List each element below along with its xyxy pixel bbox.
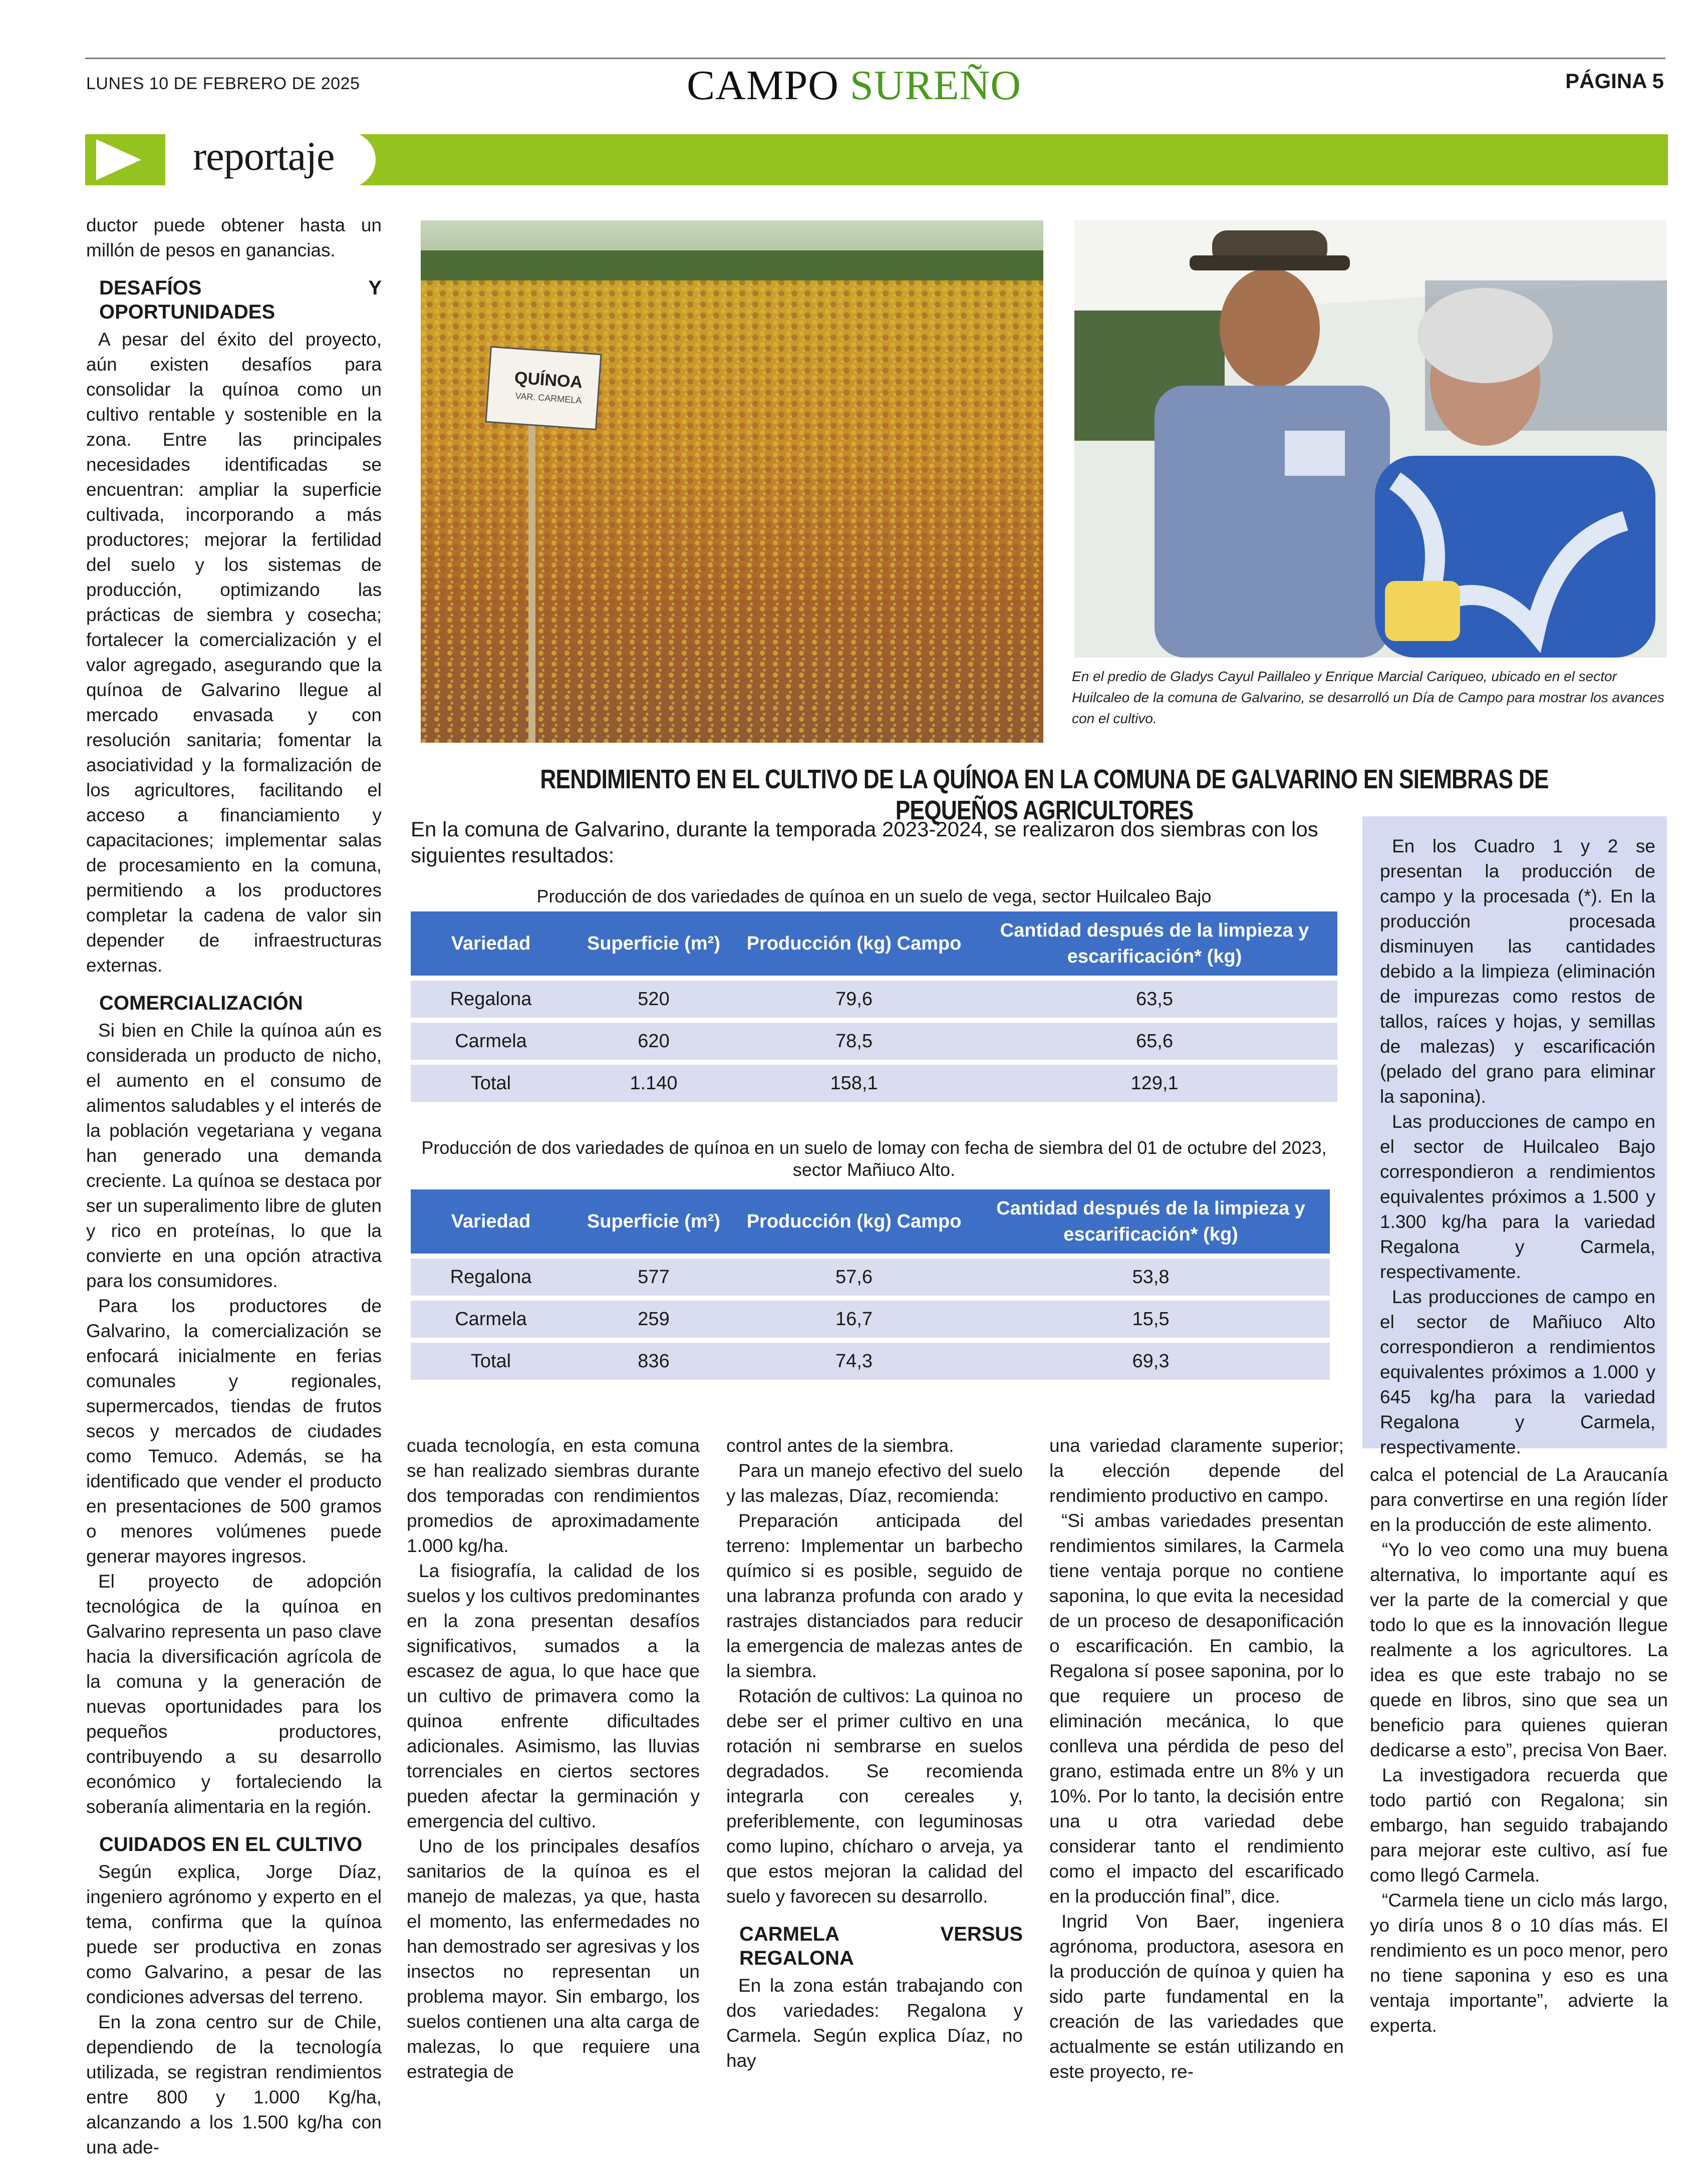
table-header-cell: Producción (kg) Campo — [736, 1189, 972, 1254]
paragraph: A pesar del éxito del proyecto, aún existen desafíos para consolidar la quínoa como un cultivo rentable y sostenible en la zona. Entre las principales necesidades identificadas se encuentran: ampliar la superficie cultivada, incorporando a más productores; mejorar la fertilidad del suelo y los sistemas de producción, optimizando las prácticas de siembra y cosecha; fortalecer la comercialización y el valor agregado, asegurando que la quínoa de Galvarino llegue al mercado envasada y con resolución sanitaria; fomentar la asociatividad y la formalización de los agricultores, facilitando el acceso a financiamiento y capacitaciones; implementar salas de procesamiento en la comuna, permitiendo a los productores completar la cadena de valor sin depender de infraestructuras externas. — [86, 329, 382, 976]
table-header-cell: Cantidad después de la limpieza y escarificación* (kg) — [972, 911, 1337, 976]
newspaper-brand — [0, 61, 1708, 110]
table-cell: Regalona — [411, 1259, 571, 1296]
table-cell: 577 — [571, 1259, 736, 1296]
table-header-row — [411, 911, 1337, 976]
table-cell: 57,6 — [736, 1259, 972, 1296]
article-column-1 — [86, 213, 382, 2160]
table-cell: 53,8 — [972, 1259, 1330, 1296]
paragraph: cuada tecnología, en esta comuna se han realizado siembras durante dos temporadas con rendimientos promedios de aproximadamente 1.000 kg/ha. — [407, 1435, 700, 1556]
paragraph: Si bien en Chile la quínoa aún es considerada un producto de nicho, el aumento en el consumo de alimentos saludables y el interés de la población vegetariana y vegana han generado una demanda creciente. La quínoa se destaca por ser un superalimento libre de gluten y rico en proteínas, lo que la convierte en una opción atractiva para los consumidores. — [86, 1020, 382, 1291]
tables-intro: En la comuna de Galvarino, durante la temporada 2023-2024, se realizaron dos siembras con los siguientes resultados: — [411, 817, 1318, 867]
table-header-cell: Superficie (m²) — [571, 911, 736, 976]
paragraph: ductor puede obtener hasta un millón de pesos en ganancias. — [86, 215, 382, 260]
table-cell: Total — [411, 1065, 571, 1102]
farmers-illustration — [1074, 220, 1667, 658]
paragraph: Para los productores de Galvarino, la comercialización se enfocará inicialmente en ferias comunales y regionales, supermercados, tiendas de frutos secos y mercados de ciudades como Temuco. Además, se ha identificado que vender el producto en presentaciones de 500 gramos o menores volúmenes puede generar mayores ingresos. — [86, 1296, 382, 1567]
paragraph: En la zona están trabajando con dos variedades: Regalona y Carmela. Según explica Díaz, no hay — [726, 1975, 1023, 2071]
paragraph: “Carmela tiene un ciclo más largo, yo diría unos 8 o 10 días más. El rendimiento es un poco menor, pero no tiene saponina y eso es una ventaja importante”, advierte la experta. — [1370, 1890, 1668, 2036]
table-cell: 63,5 — [972, 981, 1337, 1018]
paragraph: La fisiografía, la calidad de los suelos y los cultivos predominantes en la zona presentan desafíos significativos, sumados a la escasez de agua, lo que hace que un cultivo de primavera como la quinoa enfrente dificultades adicionales. Asimismo, las lluvias torrenciales en ciertos sectores pueden afectar la germinación y emergencia del cultivo. — [407, 1561, 700, 1831]
table-cell: 65,6 — [972, 1023, 1337, 1060]
table-cell: Total — [411, 1343, 571, 1380]
paragraph: La investigadora recuerda que todo partió con Regalona; sin embargo, han seguido trabajando para mejorar este cultivo, así fue como llegó Carmela. — [1370, 1765, 1668, 1886]
paragraph: Preparación anticipada del terreno: Implementar un barbecho químico si es posible, seguido de una labranza profunda con arado y rastrajes distanciados para reducir la emergencia de malezas antes de la siembra. — [726, 1510, 1023, 1681]
table-cell: Carmela — [411, 1023, 571, 1060]
table-cell: 1.140 — [571, 1065, 736, 1102]
table-cell: 520 — [571, 981, 736, 1018]
table-header-cell: Variedad — [411, 1189, 571, 1254]
paragraph: En los Cuadro 1 y 2 se presentan la producción de campo y la procesada (*). En la producción procesada disminuyen las cantidades debido a la limpieza (eliminación de impurezas como restos de tallos, raíces y hojas, y semillas de malezas) y escarificación (pelado del grano para eliminar la saponina). — [1380, 836, 1655, 1107]
paragraph: Rotación de cultivos: La quinoa no debe ser el primer cultivo en una rotación ni sembrarse en suelos degradados. Se recomienda integrarla con cereales y, preferiblemente, con leguminosas como lupino, chícharo o arveja, ya que estos mejoran la calidad del suelo y favorecen su desarrollo. — [726, 1686, 1023, 1907]
paragraph: Uno de los principales desafíos sanitarios de la quínoa es el manejo de malezas, ya que, hasta el momento, las enfermedades no han demostrado ser agresivas y los insectos no representan un problema mayor. Sin embargo, los suelos contienen una alta carga de malezas, lo que requiere una estrategia de — [407, 1836, 700, 2082]
table-cell: 69,3 — [972, 1343, 1330, 1380]
table-cell: Regalona — [411, 981, 571, 1018]
table2-production-maniuco — [411, 1184, 1330, 1385]
tables-title: RENDIMIENTO EN EL CULTIVO DE LA QUÍNOA EN LA COMUNA DE GALVARINO EN SIEMBRAS DE PEQUEÑOS AGRICULTORES — [540, 764, 1549, 825]
table-cell: 129,1 — [972, 1065, 1337, 1102]
table1-caption: Producción de dos variedades de quínoa en un suelo de vega, sector Huilcaleo Bajo — [536, 886, 1212, 906]
table-cell: 15,5 — [972, 1301, 1330, 1338]
table-row-total — [411, 1065, 1337, 1102]
paragraph: una variedad claramente superior; la elección depende del rendimiento productivo en campo. — [1049, 1435, 1344, 1506]
paragraph: Para un manejo efectivo del suelo y las malezas, Díaz, recomienda: — [726, 1460, 1023, 1506]
issue-date: LUNES 10 DE FEBRERO DE 2025 — [86, 74, 360, 93]
article-column-4 — [1049, 1433, 1344, 2084]
table-cell: 79,6 — [736, 981, 972, 1018]
table-cell: 78,5 — [736, 1023, 972, 1060]
section-label: reportaje — [193, 133, 335, 179]
masthead-rule — [85, 58, 1665, 59]
paragraph: El proyecto de adopción tecnológica de la quínoa en Galvarino representa un paso clave hacia la diversificación agrícola de la comuna y la generación de nuevas oportunidades para los pequeños productores, contribuyendo a su desarrollo económico y fortaleciendo la soberanía alimentaria en la región. — [86, 1571, 382, 1817]
table-cell: 259 — [571, 1301, 736, 1338]
paragraph: Según explica, Jorge Díaz, ingeniero agrónomo y experto en el tema, confirma que la quínoa puede ser productiva en zonas como Galvarino, a pesar de las condiciones adversas del terreno. — [86, 1862, 382, 2007]
brand-word-campo: CAMPO — [687, 62, 839, 109]
quinoa-field-illustration — [421, 220, 1043, 743]
paragraph: Las producciones de campo en el sector de Mañiuco Alto correspondieron a rendimientos equivalentes próximos a 1.000 y 645 kg/ha para la variedad Regalona y Carmela, respectivamente. — [1380, 1287, 1655, 1457]
article-column-2 — [407, 1433, 700, 2084]
table-row — [411, 1259, 1330, 1296]
article-column-5 — [1370, 1462, 1668, 2038]
subheading-desafios: DESAFÍOS Y OPORTUNIDADES — [99, 277, 382, 323]
table-row — [411, 1301, 1330, 1338]
table-cell: 16,7 — [736, 1301, 972, 1338]
table-row-total — [411, 1343, 1330, 1380]
paragraph: calca el potencial de La Araucanía para convertirse en una región líder en la producción de este alimento. — [1370, 1464, 1668, 1535]
subheading-comercializacion: COMERCIALIZACIÓN — [99, 992, 303, 1014]
table-cell: 620 — [571, 1023, 736, 1060]
paragraph: Ingrid Von Baer, ingeniera agrónoma, productora, asesora en la producción de quínoa y quien ha sido parte fundamental en la creación de las variedades que actualmente se están utilizando en este proyecto, re- — [1049, 1911, 1344, 2082]
field-sign-text: QUÍNOA — [513, 368, 584, 392]
table-header-cell: Variedad — [411, 911, 571, 976]
table-cell: 836 — [571, 1343, 736, 1380]
paragraph: En la zona centro sur de Chile, dependiendo de la tecnología utilizada, se registran rendimientos entre 800 y 1.000 Kg/ha, alcanzando a los 1.500 kg/ha con una ade- — [86, 2012, 382, 2157]
subheading-carmela-vs-regalona: CARMELA VERSUS REGALONA — [739, 1923, 1023, 1969]
table-cell: 74,3 — [736, 1343, 972, 1380]
table-cell: 158,1 — [736, 1065, 972, 1102]
quinoa-field-photo — [421, 220, 1043, 743]
table2-caption: Producción de dos variedades de quínoa en un suelo de lomay con fecha de siembra del 01 de octubre del 2023, sector Mañiuco Alto. — [421, 1137, 1327, 1180]
table-row — [411, 981, 1337, 1018]
subheading-cuidados: CUIDADOS EN EL CULTIVO — [99, 1833, 363, 1856]
section-banner-arrow — [85, 134, 151, 185]
photo-caption: En el predio de Gladys Cayul Paillaleo y Enrique Marcial Cariqueo, ubicado en el sector Huilcaleo de la comuna de Galvarino, se desarrolló un Día de Campo para mostrar los avances con el cultivo. — [1072, 669, 1664, 726]
table-header-row — [411, 1189, 1330, 1254]
page-number: PÁGINA 5 — [1565, 69, 1664, 93]
paragraph: Las producciones de campo en el sector de Huilcaleo Bajo correspondieron a rendimientos equivalentes próximos a 1.500 y 1.300 kg/ha para la variedad Regalona y Carmela, respectivamente. — [1380, 1111, 1655, 1282]
table-cell: Carmela — [411, 1301, 571, 1338]
paragraph: “Si ambas variedades presentan rendimientos similares, la Carmela tiene ventaja porque no contiene saponina, lo que evita la necesidad de un proceso de desaponificación o escarificación. En cambio, la Regalona sí posee saponina, por lo que requiere un proceso de eliminación mecánica, lo que conlleva una pérdida de peso del grano, estimada entre un 8% y un 10%. Por lo tanto, la decisión entre una u otra variedad debe considerar tanto el rendimiento como el impacto del escarificado en la producción final”, dice. — [1049, 1510, 1344, 1907]
table-row — [411, 1023, 1337, 1060]
table-header-cell: Producción (kg) Campo — [736, 911, 972, 976]
play-arrow-icon — [85, 134, 151, 185]
paragraph: “Yo lo veo como una muy buena alternativa, lo importante aquí es ver la parte de la comercial y que todo lo que es la innovación llegue realmente a los agricultores. La idea es que este trabajo no se quede en libros, sino que sea un beneficio para quienes quieran dedicarse a esto”, precisa Von Baer. — [1370, 1539, 1668, 1760]
farmers-photo — [1074, 220, 1667, 658]
article-column-3 — [726, 1433, 1023, 2073]
table1-production-huilcaleo — [411, 906, 1337, 1107]
table-header-cell: Superficie (m²) — [571, 1189, 736, 1254]
paragraph: control antes de la siembra. — [726, 1435, 954, 1456]
brand-word-sureno: SUREÑO — [849, 62, 1021, 109]
sidebar-text — [1380, 834, 1655, 1460]
field-sign-subtext: VAR. CARMELA — [515, 391, 582, 406]
table-header-cell: Cantidad después de la limpieza y escarificación* (kg) — [972, 1189, 1330, 1254]
